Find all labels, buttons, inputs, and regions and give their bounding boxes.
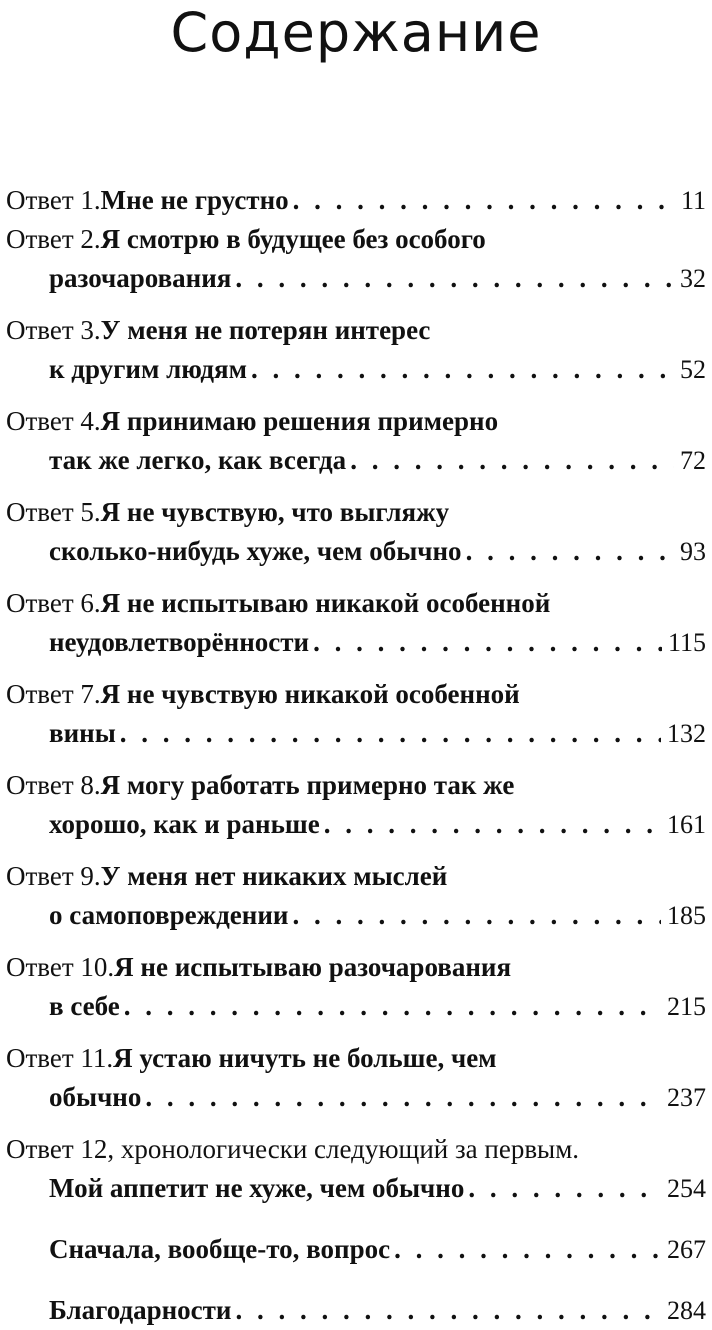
entry-spacer xyxy=(0,844,712,857)
toc-entry[interactable] xyxy=(0,311,712,389)
dot-leader xyxy=(120,714,661,753)
toc-entry[interactable] xyxy=(0,948,712,1026)
entry-prefix: Ответ 3. xyxy=(6,315,101,345)
page-number: 254 xyxy=(667,1174,706,1203)
entry-heading: Благодарности xyxy=(49,1295,232,1325)
dot-leader xyxy=(251,350,674,389)
page-number: 215 xyxy=(667,992,706,1021)
entry-prefix: Ответ 9. xyxy=(6,861,101,891)
toc-entry[interactable] xyxy=(0,181,712,220)
toc-line xyxy=(0,987,712,1026)
toc-line xyxy=(0,714,712,753)
page-number: 284 xyxy=(667,1296,706,1325)
page-number: 185 xyxy=(667,901,706,930)
page-number: 237 xyxy=(667,1083,706,1112)
entry-spacer xyxy=(0,389,712,402)
page-title: Содержание xyxy=(170,1,542,64)
entry-spacer xyxy=(0,753,712,766)
dot-leader xyxy=(394,1230,661,1269)
entry-spacer xyxy=(0,662,712,675)
toc-entry[interactable] xyxy=(0,1291,712,1330)
entry-heading: У меня не потерян интерес xyxy=(100,315,431,345)
entry-heading: У меня нет никаких мыслей xyxy=(100,861,448,891)
entry-heading: Я смотрю в будущее без особого xyxy=(100,224,486,254)
dot-leader xyxy=(235,259,674,298)
entry-heading: Мне не грустно xyxy=(100,185,289,215)
toc-entry[interactable] xyxy=(0,402,712,480)
table-of-contents xyxy=(0,181,712,1330)
toc-line xyxy=(0,441,712,480)
page-number: 11 xyxy=(680,186,706,215)
entry-heading: Я не чувствую, что выгляжу xyxy=(100,497,450,527)
dot-leader xyxy=(324,805,661,844)
toc-entry[interactable] xyxy=(0,857,712,935)
entry-prefix: Ответ 12, хронологически следующий за первым. xyxy=(6,1134,580,1164)
entry-heading: разочарования xyxy=(49,263,232,293)
entry-spacer xyxy=(0,298,712,311)
toc-line xyxy=(0,181,712,220)
page-number: 267 xyxy=(667,1235,706,1264)
entry-heading: хорошо, как и раньше xyxy=(49,809,320,839)
toc-line xyxy=(0,220,712,259)
toc-line xyxy=(0,311,712,350)
toc-entry[interactable] xyxy=(0,1039,712,1117)
entry-spacer xyxy=(0,1269,712,1291)
toc-entry[interactable] xyxy=(0,1230,712,1269)
toc-entry[interactable] xyxy=(0,766,712,844)
toc-line xyxy=(0,1078,712,1117)
entry-prefix: Ответ 1. xyxy=(6,185,101,215)
page-number: 72 xyxy=(680,446,706,475)
toc-entry[interactable] xyxy=(0,220,712,298)
entry-spacer xyxy=(0,935,712,948)
entry-heading: о самоповреждении xyxy=(49,900,289,930)
entry-heading: сколько-нибудь хуже, чем обычно xyxy=(49,536,462,566)
toc-line xyxy=(0,532,712,571)
page-number: 115 xyxy=(667,628,706,657)
dot-leader xyxy=(145,1078,661,1117)
dot-leader xyxy=(124,987,661,1026)
entry-prefix: Ответ 4. xyxy=(6,406,101,436)
toc-line xyxy=(0,402,712,441)
toc-line xyxy=(0,350,712,389)
dot-leader xyxy=(293,181,675,220)
entry-heading: вины xyxy=(49,718,116,748)
toc-line xyxy=(0,259,712,298)
entry-prefix: Ответ 8. xyxy=(6,770,101,800)
entry-heading: неудовлетворённости xyxy=(49,627,310,657)
entry-prefix: Ответ 6. xyxy=(6,588,101,618)
entry-spacer xyxy=(0,1117,712,1130)
entry-prefix: Ответ 10. xyxy=(6,952,115,982)
entry-heading: так же легко, как всегда xyxy=(49,445,347,475)
dot-leader xyxy=(292,896,661,935)
page-number: 32 xyxy=(680,264,706,293)
entry-prefix: Ответ 11. xyxy=(6,1043,114,1073)
dot-leader xyxy=(466,532,674,571)
entry-spacer xyxy=(0,571,712,584)
page-number: 132 xyxy=(667,719,706,748)
dot-leader xyxy=(236,1291,662,1330)
entry-heading: Мой аппетит не хуже, чем обычно xyxy=(49,1173,465,1203)
entry-heading: Я не испытываю разочарования xyxy=(114,952,512,982)
toc-line xyxy=(0,1130,712,1169)
toc-line xyxy=(0,675,712,714)
page-number: 93 xyxy=(680,537,706,566)
entry-spacer xyxy=(0,1208,712,1230)
entry-spacer xyxy=(0,480,712,493)
toc-line xyxy=(0,857,712,896)
entry-heading: Я устаю ничуть не больше, чем xyxy=(113,1043,497,1073)
entry-prefix: Ответ 2. xyxy=(6,224,101,254)
dot-leader xyxy=(350,441,674,480)
toc-line xyxy=(0,1230,712,1269)
entry-heading: обычно xyxy=(49,1082,142,1112)
page-number: 52 xyxy=(680,355,706,384)
entry-heading: Я могу работать примерно так же xyxy=(100,770,515,800)
entry-heading: к другим людям xyxy=(49,354,247,384)
toc-line xyxy=(0,896,712,935)
toc-line xyxy=(0,1291,712,1330)
entry-heading: в себе xyxy=(49,991,120,1021)
entry-heading: Я не испытываю никакой особенной xyxy=(100,588,551,618)
toc-entry[interactable] xyxy=(0,493,712,571)
toc-line xyxy=(0,766,712,805)
toc-entry[interactable] xyxy=(0,675,712,753)
toc-line xyxy=(0,623,712,662)
toc-line xyxy=(0,584,712,623)
toc-line xyxy=(0,1169,712,1208)
toc-line xyxy=(0,493,712,532)
entry-prefix: Ответ 7. xyxy=(6,679,101,709)
toc-line xyxy=(0,948,712,987)
page-number: 161 xyxy=(667,810,706,839)
toc-line xyxy=(0,805,712,844)
entry-heading: Сначала, вообще-то, вопрос xyxy=(49,1234,391,1264)
toc-entry[interactable] xyxy=(0,584,712,662)
entry-spacer xyxy=(0,1026,712,1039)
entry-heading: Я принимаю решения примерно xyxy=(100,406,499,436)
dot-leader xyxy=(313,623,662,662)
dot-leader xyxy=(468,1169,661,1208)
toc-line xyxy=(0,1039,712,1078)
toc-entry[interactable] xyxy=(0,1130,712,1208)
entry-prefix: Ответ 5. xyxy=(6,497,101,527)
entry-heading: Я не чувствую никакой особенной xyxy=(100,679,520,709)
